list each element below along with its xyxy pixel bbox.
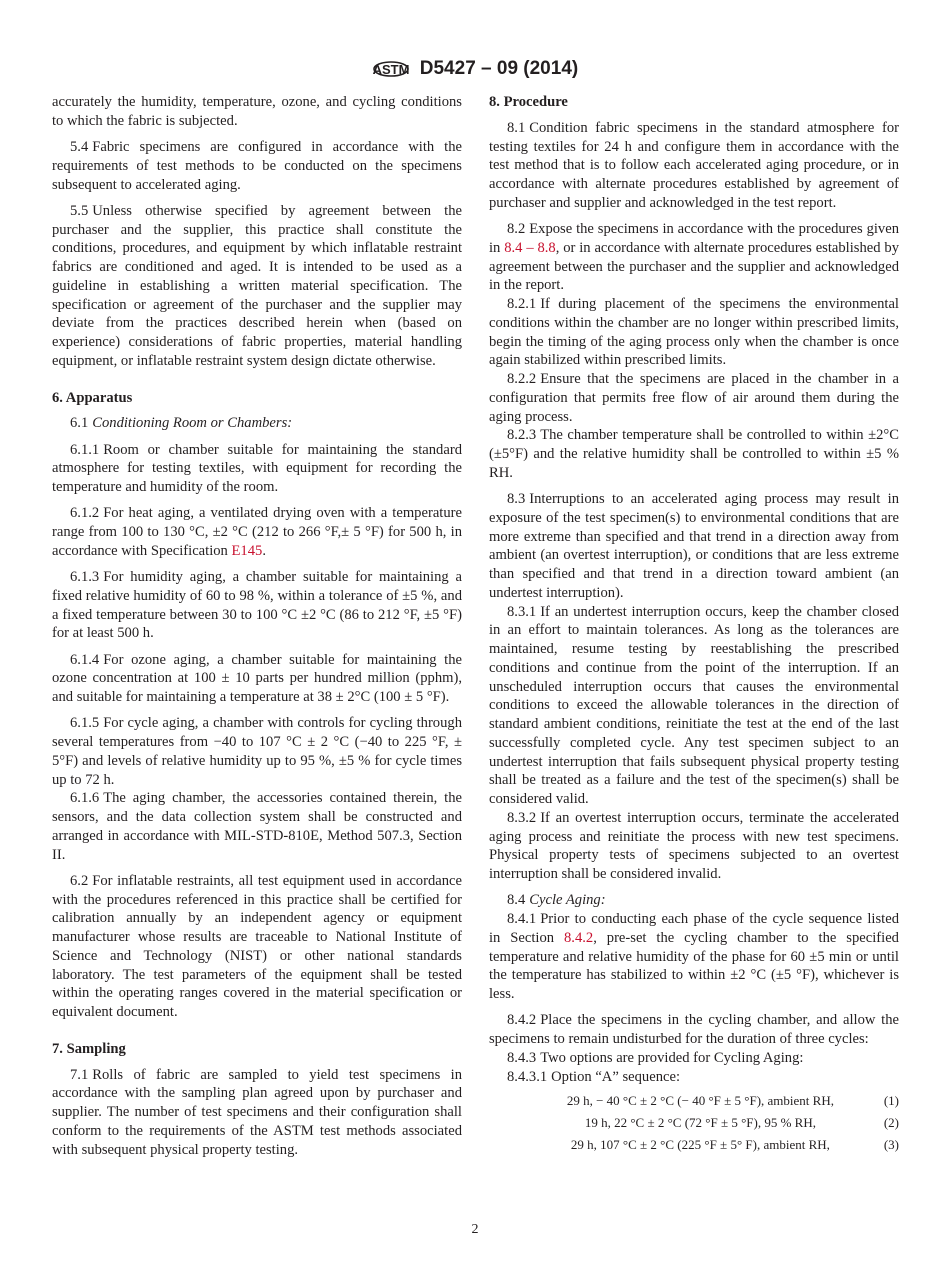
- paragraph-8-1: [489, 119, 899, 213]
- paragraph-text: Interruptions to an accelerated aging process may result in exposure of the test specimen(s) to environmental conditions that are more extreme than specified and that trend in a direction away from ambient (an overtest interruption), or conditions that are less extreme than specified and that trend in a direction toward ambient (an undertest interruption).: [489, 491, 899, 601]
- paragraph-8-2-3: [489, 426, 899, 482]
- page-number: 2: [471, 1222, 479, 1237]
- paragraph-text: For cycle aging, a chamber with controls for cycling through several temperatures from −40 to 107 °C ± 2 °C (−40 to 225 °F, ± 5°F) and levels of relative humidity up to 95 %, ±5 % for cycle times up to 72 h.: [52, 715, 462, 788]
- section-number: 7.1: [70, 1066, 89, 1083]
- paragraph-text: Two options are provided for Cycling Aging:: [540, 1049, 804, 1066]
- equations: [489, 1090, 899, 1156]
- equation-text: 29 h, 107 °C ± 2 °C (225 °F ± 5° F), ambient RH,: [570, 1137, 830, 1153]
- section-number: 8.4.2: [507, 1012, 537, 1029]
- paragraph-text: For inflatable restraints, all test equipment used in accordance with the procedures referenced in this practice shall be certified for calibration annually by an independent agency or equipment manufacturer whose results are traceable to National Institute of Science and Technology (NIST) or other national standards laboratory. The test parameters of the equipment shall be tested within the operating ranges covered in the material specification or equivalent document.: [52, 872, 462, 1020]
- paragraph-5-5: [52, 202, 462, 371]
- paragraph-8-2-1: [489, 295, 899, 370]
- paragraph-8-4-3: [489, 1049, 899, 1068]
- paragraph-5-4: [52, 138, 462, 194]
- paragraph-8-4: [489, 891, 899, 910]
- paragraph-text: Place the specimens in the cycling chamber, and allow the specimens to remain undisturbed for the duration of three cycles:: [489, 1012, 899, 1047]
- paragraph-text: If an undertest interruption occurs, keep the chamber closed in an effort to maintain tolerances. As long as the tolerances are maintained, resume testing by reestablishing the prescribed conditions and continue from the point of the interruption. If an unscheduled interruption occurs that causes the environmental conditions to exceed the allowable tolerances in the direction of standard ambient conditions, reinitiate the test at the end of the last successfully completed cycle. Any test specimen subject to an undertest interruption that fails subsequent physical property testing shall be treated as a failure and the test of the specimen(s) shall be considered valid.: [489, 603, 899, 807]
- subsection-title: Conditioning Room or Chambers:: [92, 415, 293, 432]
- section-number: 5.4: [70, 139, 89, 155]
- paragraph-8-4-3-1: [489, 1068, 899, 1087]
- link-sections-8-4-8-8[interactable]: 8.4 – 8.8: [504, 239, 556, 256]
- paragraph-8-2-2: [489, 370, 899, 426]
- section-number: 6.1.3: [70, 569, 100, 585]
- section-number: 6.1.6: [70, 790, 100, 807]
- astm-logo-icon: [372, 54, 410, 84]
- paragraph-6-1-6: [52, 789, 462, 864]
- page-header: [0, 54, 950, 84]
- paragraph-text: Room or chamber suitable for maintaining the standard atmosphere for testing textiles, with equipment for recording the temperature and humidity of the room.: [52, 441, 462, 495]
- paragraph-text: For ozone aging, a chamber suitable for maintaining the ozone concentration at 100 ± 10 parts per hundred million (pphm), and suitable for maintaining a temperature at 38 ± 2°C (100 ± 5 °F).: [52, 651, 462, 705]
- section-number: 8.3.2: [507, 809, 537, 826]
- section-number: 8.3.1: [507, 603, 537, 620]
- paragraph-text: Expose the specimens in accordance with the procedures given in: [489, 221, 899, 256]
- paragraph-6-1-2: [52, 504, 462, 560]
- paragraph-text: If during placement of the specimens the environmental conditions within the chamber are no longer within prescribed limits, begin the timing of the aging process only when the chamber is once again stabilized within prescribed limits.: [489, 296, 899, 369]
- paragraph-text: Prior to conducting each phase of the cycle sequence listed in Section: [489, 911, 899, 946]
- paragraph-text: Condition fabric specimens in the standard atmosphere for testing textiles for 24 h and configure them in accordance with the test method that is to follow each accelerated aging procedure, or in accordance with alternate procedures established by agreement of purchaser and supplier and acknowledged in the test report.: [489, 119, 899, 211]
- paragraph-text-end: .: [262, 542, 266, 559]
- equation-1: [489, 1090, 899, 1112]
- section-number: 6.1.2: [70, 505, 100, 522]
- section-number: 8.2.1: [507, 296, 537, 312]
- equation-text: 29 h, − 40 °C ± 2 °C (− 40 °F ± 5 °F), ambient RH,: [566, 1093, 834, 1109]
- paragraph-8-4-1: [489, 910, 899, 1004]
- section-number: 8.2.2: [507, 371, 537, 387]
- paragraph-text: The chamber temperature shall be controlled to within ±2°C (±5°F) and the relative humidity shall be controlled to within ±5 % RH.: [489, 427, 899, 481]
- paragraph-8-3-1: [489, 603, 899, 809]
- svg-text:ASTM: ASTM: [372, 62, 410, 77]
- section-number: 6.1.4: [70, 651, 100, 668]
- equation-text: 19 h, 22 °C ± 2 °C (72 °F ± 5 °F), 95 % RH,: [584, 1115, 816, 1131]
- paragraph-text: Unless otherwise specified by agreement between the purchaser and the supplier, this practice shall constitute the conditions, procedures, and equipment by which inflatable restraint fabrics are conditioned and aged. It is intended to be used as a guideline in establishing a written material specification. The specification or agreement of the purchaser and the supplier may deviate from the practices described herein when (based on experience) considerations of fabric properties, material handling equipment, or inflatable restraint system design dictate otherwise.: [52, 202, 462, 369]
- section-number: 8.1: [507, 119, 526, 136]
- paragraph-8-2: [489, 220, 899, 295]
- equation-number: (1): [883, 1093, 899, 1109]
- paragraph-6-2: [52, 872, 462, 1022]
- paragraph-text: If an overtest interruption occurs, terminate the accelerated aging process and reinitiate the process with new test specimens. Physical property tests of specimens subjected to an overtest interruption shall be considered invalid.: [489, 809, 899, 882]
- paragraph-text: The aging chamber, the accessories contained therein, the sensors, and the data collection system shall be constructed and arranged in accordance with MIL-STD-810E, Method 507.3, Section II.: [52, 790, 462, 863]
- section-number: 8.4.3: [507, 1049, 537, 1066]
- paragraph-text-end: , or in accordance with alternate procedures established by agreement between the purchaser and the supplier and acknowledged in the report.: [489, 239, 899, 294]
- section-number: 8.4.1: [507, 911, 537, 927]
- paragraph-text: Option “A” sequence:: [551, 1068, 681, 1085]
- paragraph-text: Ensure that the specimens are placed in the chamber in a configuration that permits free flow of air around them during the aging process.: [489, 371, 899, 425]
- section-number: 6.1: [70, 415, 89, 432]
- link-e145[interactable]: E145: [231, 542, 263, 559]
- paragraph-text-end: , pre-set the cycling chamber to the specified temperature and relative humidity of the phase for 60 ±5 min or until the temperature has stabilized to within ±2 °C (±5 °F), whichever is less.: [489, 929, 899, 1002]
- section-number: 8.2: [507, 221, 526, 237]
- section-number: 6.1.5: [70, 715, 100, 732]
- paragraph-text: Fabric specimens are configured in accordance with the requirements of test methods to be conducted on the specimens subsequent to accelerated aging.: [52, 139, 462, 193]
- equation-number: (3): [883, 1137, 899, 1153]
- subsection-title: Cycle Aging:: [529, 892, 606, 909]
- paragraph-6-1-3: [52, 568, 462, 643]
- paragraph-6-1: [52, 414, 462, 433]
- paragraph-8-3: [489, 490, 899, 603]
- document-designation: D5427 – 09 (2014): [419, 58, 579, 79]
- paragraph-text: For heat aging, a ventilated drying oven with a temperature range from 100 to 130 °C, ±2 °C (212 to 266 °F,± 5 °F) for 500 h, in accordance with Specification: [52, 505, 462, 559]
- paragraph-8-3-2: [489, 809, 899, 884]
- section-number: 6.2: [70, 872, 89, 889]
- section-heading-sampling: 7. Sampling: [52, 1040, 126, 1057]
- section-heading-procedure: 8. Procedure: [489, 94, 568, 110]
- section-number: 8.4: [507, 892, 526, 909]
- left-column: [52, 93, 462, 1159]
- section-number: 8.4.3.1: [507, 1068, 548, 1085]
- link-section-8-4-2[interactable]: 8.4.2: [564, 929, 594, 946]
- section-number: 8.2.3: [507, 427, 537, 444]
- paragraph-6-1-4: [52, 651, 462, 707]
- paragraph-8-4-2: [489, 1011, 899, 1049]
- paragraph-text: For humidity aging, a chamber suitable for maintaining a fixed relative humidity of 60 to 98 %, within a tolerance of ±5 %, and a fixed temperature between 30 to 100 °C ±2 °C (86 to 212 °F, ±5 °F) for at least 500 h.: [52, 569, 462, 642]
- paragraph-5-3-continued: accurately the humidity, temperature, ozone, and cycling conditions to which the fabric is subjected.: [52, 94, 462, 129]
- equation-number: (2): [883, 1115, 899, 1131]
- section-number: 8.3: [507, 491, 526, 507]
- equation-2: [489, 1112, 899, 1134]
- section-heading-apparatus: 6. Apparatus: [52, 389, 133, 406]
- right-column: [489, 93, 899, 1156]
- equation-3: [489, 1134, 899, 1156]
- section-number: 6.1.1: [70, 441, 100, 458]
- paragraph-text: Rolls of fabric are sampled to yield test specimens in accordance with the sampling plan agreed upon by purchaser and supplier. The number of test specimens and their configuration shall conform to the requirements of the ASTM test methods associated with subsequent physical property testing.: [52, 1066, 462, 1158]
- paragraph-6-1-1: [52, 441, 462, 497]
- paragraph-6-1-5: [52, 714, 462, 789]
- paragraph-7-1: [52, 1066, 462, 1160]
- section-number: 5.5: [70, 202, 89, 219]
